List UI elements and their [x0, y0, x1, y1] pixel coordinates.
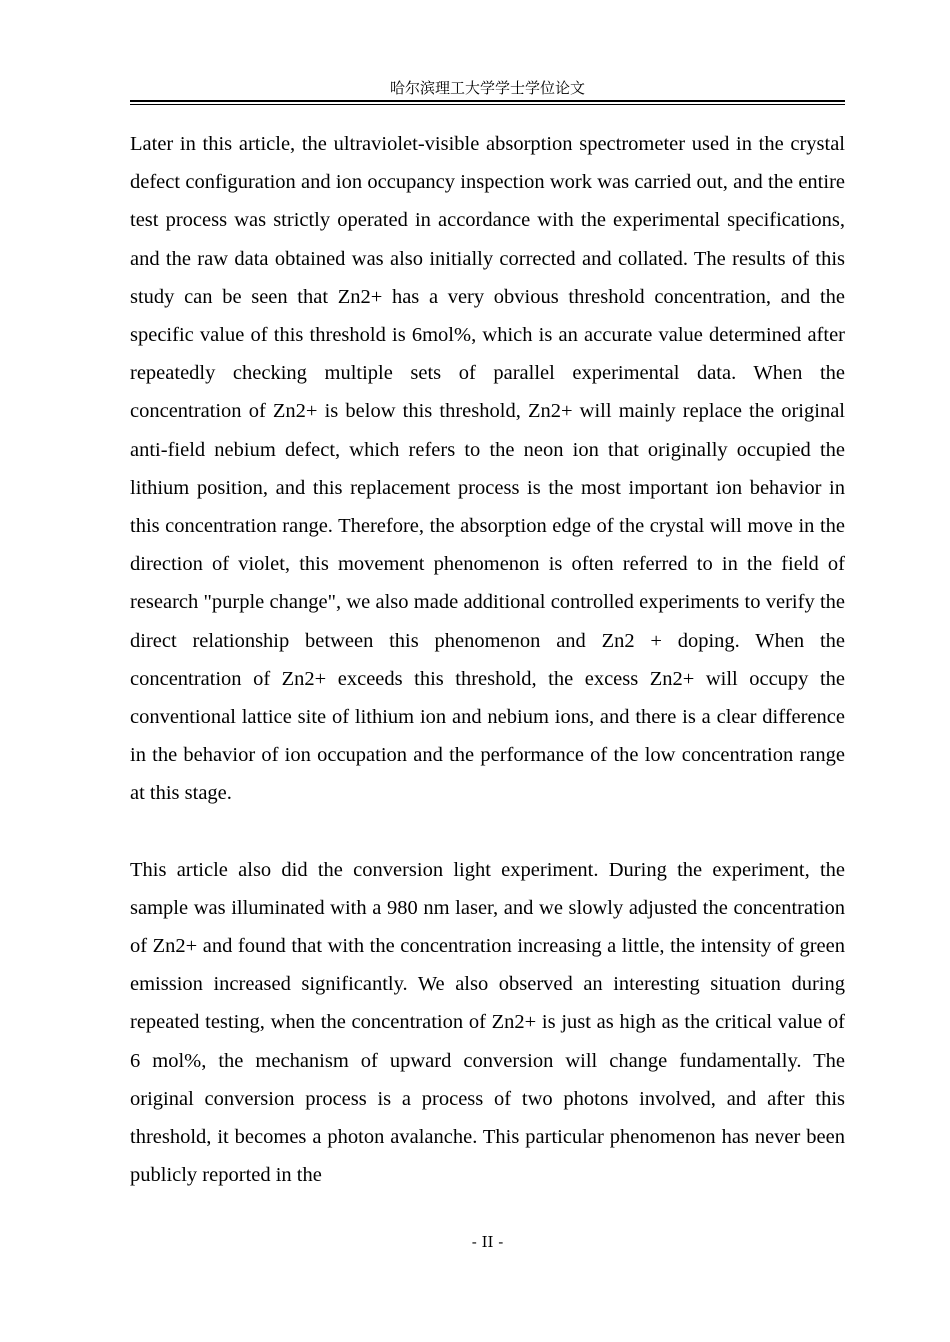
- page-number: - II -: [471, 1233, 504, 1251]
- header-rule-thin: [130, 104, 845, 105]
- header-rule-thick: [130, 100, 845, 102]
- page-header-title: 哈尔滨理工大学学士学位论文: [389, 79, 585, 97]
- paragraph-spacer: [130, 813, 845, 851]
- body-paragraph-2: This article also did the conversion light experiment. During the experiment, the sample was illuminated with a 980 nm laser, and we slowly adjusted the concentration of Zn2+ and found that with the concentration increasing a little, the intensity of green emission increased significantly. We also observed an interesting situation during repeated testing, when the concentration of Zn2+ is just as high as the critical value of 6 mol%, the mechanism of upward conversion will change fundamentally. The original conversion process is a process of two photons involved, and after this threshold, it becomes a photon avalanche. This particular phenomenon has never been publicly reported in the: [130, 858, 845, 1187]
- body-paragraph-1: Later in this article, the ultraviolet-visible absorption spectrometer used in the crystal defect configuration and ion occupancy inspection work was carried out, and the entire test process was strictly operated in accordance with the experimental specifications, and the raw data obtained was also initially corrected and collated. The results of this study can be seen that Zn2+ has a very obvious threshold concentration, and the specific value of this threshold is 6mol%, which is an accurate value determined after repeatedly checking multiple sets of parallel experimental data. When the concentration of Zn2+ is below this threshold, Zn2+ will mainly replace the original anti-field nebium defect, which refers to the neon ion that originally occupied the lithium position, and this replacement process is the most important ion behavior in this concentration range. Therefore, the absorption edge of the crystal will move in the direction of violet, this movement phenomenon is often referred to in the field of research "purple change", we also made additional controlled experiments to verify the direct relationship between this phenomenon and Zn2 + doping. When the concentration of Zn2+ exceeds this threshold, the excess Zn2+ will occupy the conventional lattice site of lithium ion and nebium ions, and there is a clear difference in the behavior of ion occupation and the performance of the low concentration range at this stage.: [130, 133, 845, 805]
- document-body: [130, 125, 845, 1194]
